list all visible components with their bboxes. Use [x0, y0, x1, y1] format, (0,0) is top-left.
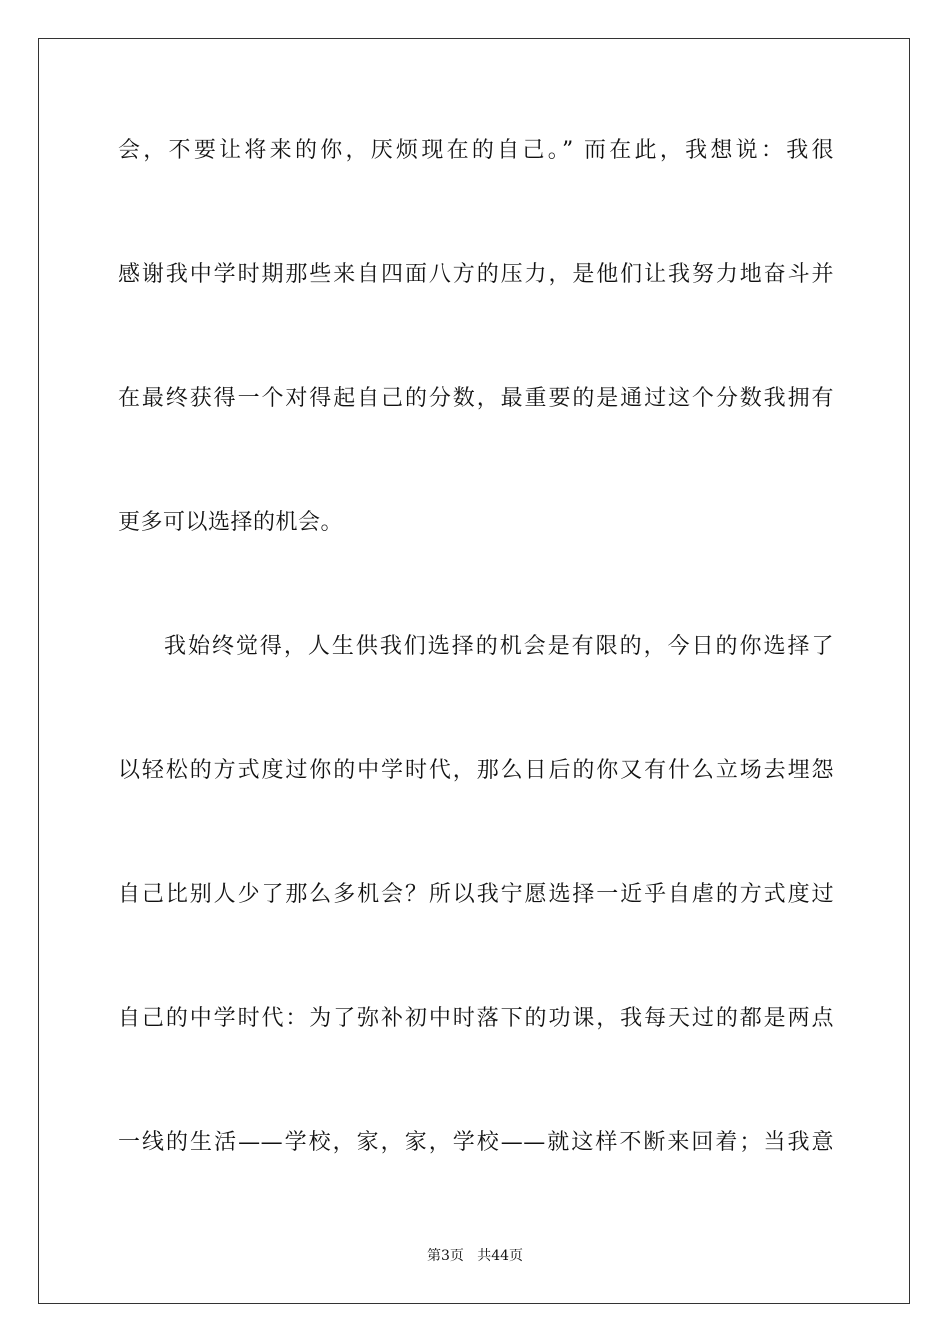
body-text-line-7: 自己比别人少了那么多机会？所以我宁愿选择一近乎自虐的方式度过 [118, 882, 834, 907]
page-border [38, 38, 910, 1304]
body-text-line-4: 更多可以选择的机会。 [118, 510, 344, 535]
body-text-line-5: 我始终觉得，人生供我们选择的机会是有限的，今日的你选择了 [164, 634, 834, 659]
body-text-line-6: 以轻松的方式度过你的中学时代，那么日后的你又有什么立场去埋怨 [118, 758, 834, 783]
body-text-line-8: 自己的中学时代：为了弥补初中时落下的功课，我每天过的都是两点 [118, 1006, 834, 1031]
body-text-line-2: 感谢我中学时期那些来自四面八方的压力，是他们让我努力地奋斗并 [118, 262, 834, 287]
page-number-footer: 第3页 共44页 [426, 1248, 524, 1264]
body-text-line-3: 在最终获得一个对得起自己的分数，最重要的是通过这个分数我拥有 [118, 386, 834, 411]
body-text-line-1: 会，不要让将来的你，厌烦现在的自己。” 而在此，我想说：我很 [118, 138, 834, 163]
body-text-line-9: 一线的生活——学校，家，家，学校——就这样不断来回着；当我意 [118, 1130, 834, 1155]
